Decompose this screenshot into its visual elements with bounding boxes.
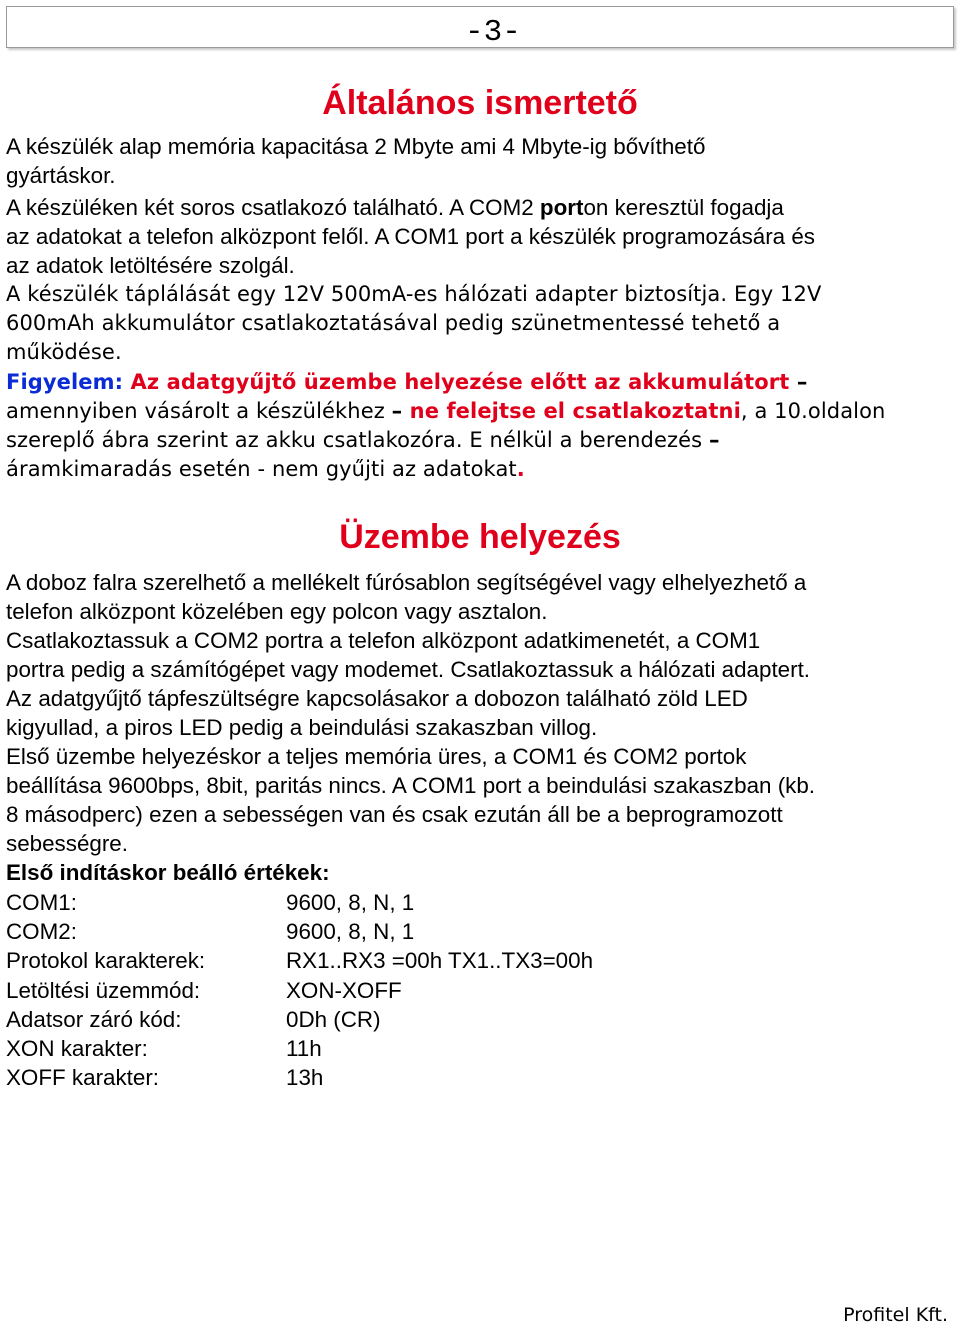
- defaults-key: COM2:: [6, 919, 77, 945]
- defaults-row: [6, 888, 593, 917]
- defaults-value: 0Dh (CR): [286, 1006, 381, 1032]
- defaults-row: [6, 1034, 593, 1063]
- bold-port-word: port: [539, 195, 584, 220]
- section-title-general: Általános ismertető: [322, 84, 638, 122]
- defaults-row: [6, 946, 593, 975]
- defaults-value: 11h: [286, 1036, 322, 1062]
- page-number: -3-: [465, 15, 521, 50]
- defaults-value: 9600, 8, N, 1: [286, 890, 415, 915]
- defaults-key: Letöltési üzemmód:: [6, 977, 201, 1003]
- warning-line: [6, 368, 960, 397]
- warning-line: [6, 455, 960, 484]
- warning-line: [6, 426, 960, 455]
- warning-label: Figyelem:: [6, 370, 124, 394]
- defaults-key: COM1:: [6, 890, 77, 915]
- dash: –: [789, 370, 808, 394]
- paragraph-line: A készülék táplálását egy 12V 500mA-es hálózati adapter biztosítja. Egy 12V: [6, 282, 822, 306]
- defaults-value: 9600, 8, N, 1: [286, 919, 415, 945]
- text-span: on keresztül fogadja: [583, 195, 784, 220]
- warning-red-text: ne felejtse el csatlakoztatni: [409, 399, 741, 423]
- paragraph-line: Első üzembe helyezéskor a teljes memória üres, a COM1 és COM2 portok: [6, 744, 747, 769]
- text-span: , a 10.oldalon: [740, 399, 886, 423]
- defaults-row: [6, 917, 593, 946]
- defaults-table: [6, 888, 593, 1092]
- defaults-value: 13h: [286, 1065, 324, 1091]
- dash: –: [708, 428, 720, 452]
- paragraph-line: kigyullad, a piros LED pedig a beindulási szakaszban villog.: [6, 715, 598, 740]
- defaults-heading: Első indításkor beálló értékek:: [6, 860, 330, 885]
- text-span: szereplő ábra szerint az akku csatlakozóra. E nélkül a berendezés: [6, 428, 709, 452]
- paragraph-line: telefon alközpont közelében egy polcon vagy asztalon.: [6, 599, 548, 624]
- defaults-row: [6, 1063, 593, 1092]
- warning-red-period: .: [516, 457, 525, 481]
- paragraph-line: beállítása 9600bps, 8bit, paritás nincs. A COM1 port a beindulási szakaszban (kb.: [6, 773, 816, 798]
- defaults-row: [6, 976, 593, 1005]
- footer-company: Profitel Kft.: [843, 1304, 948, 1326]
- text-span: áramkimaradás esetén - nem gyűjti az adatokat: [6, 457, 517, 481]
- defaults-key: Adatsor záró kód:: [6, 1006, 182, 1032]
- defaults-key: XON karakter:: [6, 1036, 148, 1062]
- paragraph-line: sebességre.: [6, 831, 128, 856]
- section-title-setup: Üzembe helyezés: [339, 518, 621, 556]
- paragraph-line: az adatok letöltésére szolgál.: [6, 253, 295, 278]
- paragraph-line: az adatokat a telefon alközpont felől. A COM1 port a készülék programozására és: [6, 224, 816, 249]
- text-span: amennyiben vásárolt a készülékhez: [6, 399, 392, 423]
- paragraph-line: működése.: [6, 340, 122, 364]
- defaults-value: RX1..RX3 =00h TX1..TX3=00h: [286, 948, 594, 974]
- paragraph-line: [6, 193, 960, 222]
- defaults-value: XON-XOFF: [286, 977, 402, 1003]
- paragraph-line: Az adatgyűjtő tápfeszültségre kapcsolásakor a dobozon található zöld LED: [6, 686, 748, 711]
- warning-line: [6, 397, 960, 426]
- paragraph-line: gyártáskor.: [6, 163, 116, 188]
- paragraph-line: 600mAh akkumulátor csatlakoztatásával pedig szünetmentessé tehető a: [6, 311, 781, 335]
- paragraph-line: A készülék alap memória kapacitása 2 Mbyte ami 4 Mbyte-ig bővíthető: [6, 134, 706, 159]
- dash: –: [391, 399, 410, 423]
- defaults-key: XOFF karakter:: [6, 1065, 160, 1091]
- paragraph-line: 8 másodperc) ezen a sebességen van és csak ezután áll be a beprogramozott: [6, 802, 783, 827]
- paragraph-line: A doboz falra szerelhető a mellékelt fúrósablon segítségével vagy elhelyezhető a: [6, 570, 807, 595]
- page-header-box: [6, 6, 954, 48]
- text-span: A készüléken két soros csatlakozó található. A COM2: [6, 195, 540, 220]
- defaults-key: Protokol karakterek:: [6, 948, 206, 974]
- defaults-row: [6, 1005, 593, 1034]
- paragraph-line: Csatlakoztassuk a COM2 portra a telefon alközpont adatkimenetét, a COM1: [6, 628, 761, 653]
- warning-red-text: Az adatgyűjtő üzembe helyezése előtt az akkumulátort: [123, 370, 790, 394]
- paragraph-line: portra pedig a számítógépet vagy modemet. Csatlakoztassuk a hálózati adaptert.: [6, 657, 811, 682]
